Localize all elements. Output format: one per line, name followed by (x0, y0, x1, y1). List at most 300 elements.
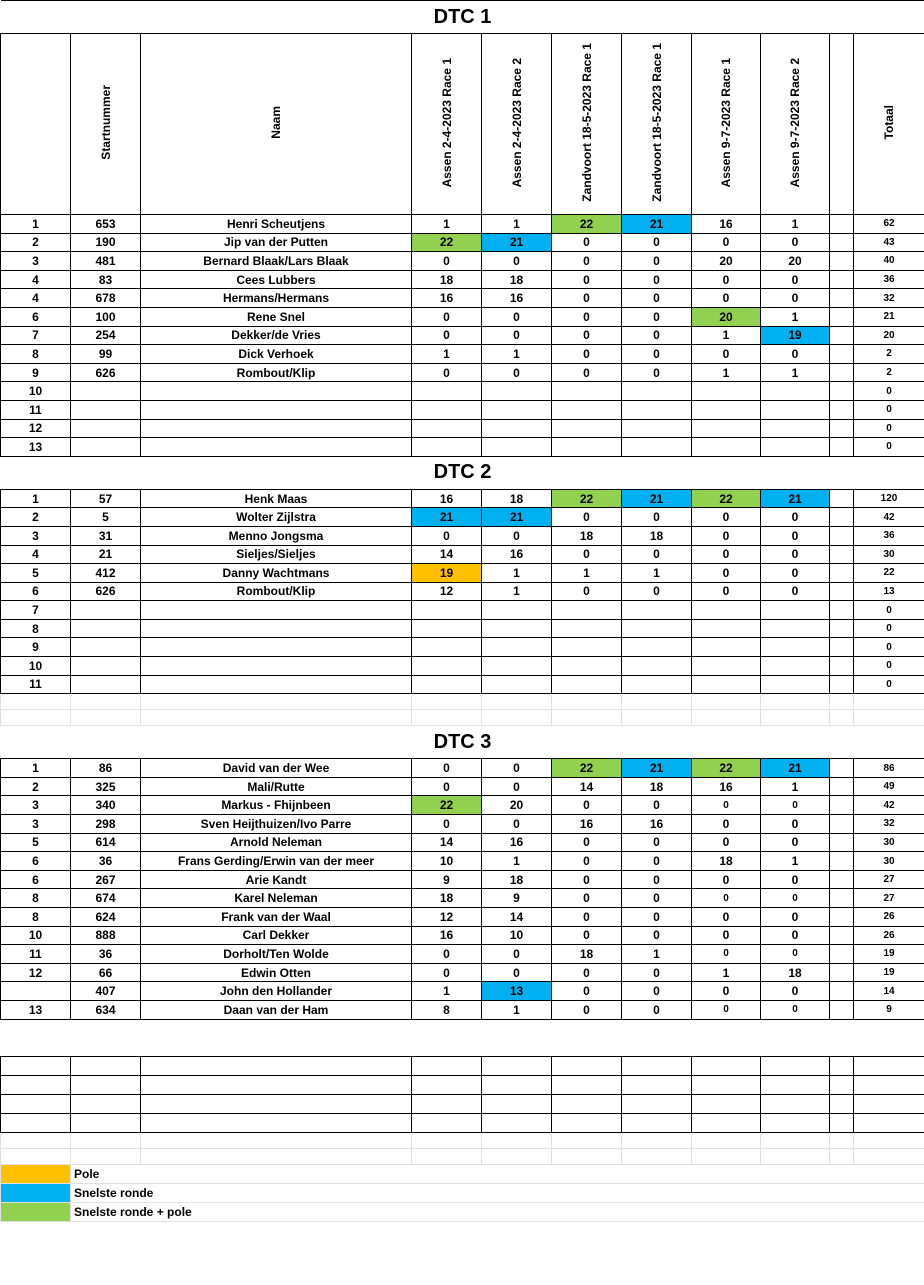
race-cell: 16 (412, 489, 482, 508)
empty-row (1, 1113, 924, 1132)
race-cell: 0 (412, 307, 482, 326)
race-cell: 0 (761, 545, 830, 564)
race-cell: 0 (622, 252, 692, 271)
position-cell: 8 (1, 619, 71, 638)
startnummer-cell: 626 (71, 582, 141, 601)
standings-row (1, 215, 924, 234)
name-cell: Karel Neleman (141, 889, 412, 908)
name-cell: Frank van der Waal (141, 908, 412, 927)
startnummer-cell: 888 (71, 926, 141, 945)
race-cell: 18 (482, 870, 552, 889)
standings-row (1, 363, 924, 382)
column-header-row (1, 34, 924, 215)
spacer-row (1, 1148, 924, 1164)
position-cell: 5 (1, 833, 71, 852)
race-cell: 12 (412, 908, 482, 927)
spacer-cell (830, 400, 854, 419)
race-cell (482, 419, 552, 438)
legend-label-snelste-ronde-pole: Snelste ronde + pole (71, 1202, 924, 1221)
race-cell: 0 (692, 833, 761, 852)
name-cell: Dekker/de Vries (141, 326, 412, 345)
section-title-row (1, 456, 924, 489)
position-cell: 7 (1, 326, 71, 345)
race-cell: 1 (761, 852, 830, 871)
startnummer-cell (71, 400, 141, 419)
total-cell: 22 (854, 564, 924, 583)
race-cell: 0 (761, 982, 830, 1001)
naam-header: Naam (141, 34, 412, 215)
race-cell: 1 (692, 326, 761, 345)
race-cell: 0 (622, 233, 692, 252)
race-header: Zandvoort 18-5-2023 Race 1 (622, 34, 692, 215)
race-cell (622, 657, 692, 676)
race-cell: 14 (412, 545, 482, 564)
total-cell: 13 (854, 582, 924, 601)
startnummer-cell: 36 (71, 945, 141, 964)
race-cell: 21 (482, 508, 552, 527)
name-cell: Sieljes/Sieljes (141, 545, 412, 564)
race-cell (412, 400, 482, 419)
standings-row (1, 545, 924, 564)
startnummer-cell: 653 (71, 215, 141, 234)
race-header: Assen 2-4-2023 Race 2 (482, 34, 552, 215)
spacer-cell (830, 508, 854, 527)
position-cell: 6 (1, 852, 71, 871)
race-cell: 0 (692, 889, 761, 908)
race-cell: 0 (552, 982, 622, 1001)
standings-row (1, 619, 924, 638)
total-cell: 2 (854, 363, 924, 382)
race-cell: 0 (692, 908, 761, 927)
name-cell (141, 675, 412, 694)
position-cell: 4 (1, 545, 71, 564)
spacer-cell (830, 252, 854, 271)
race-cell: 16 (412, 926, 482, 945)
name-cell: Rombout/Klip (141, 363, 412, 382)
race-cell: 18 (622, 777, 692, 796)
race-cell: 21 (761, 489, 830, 508)
race-cell: 0 (692, 982, 761, 1001)
name-cell: Rene Snel (141, 307, 412, 326)
race-cell: 14 (412, 833, 482, 852)
total-cell: 0 (854, 638, 924, 657)
race-cell: 16 (692, 215, 761, 234)
race-cell: 0 (482, 526, 552, 545)
race-cell: 1 (482, 564, 552, 583)
race-cell: 0 (552, 908, 622, 927)
startnummer-cell: 634 (71, 1000, 141, 1019)
total-cell: 49 (854, 777, 924, 796)
race-cell (482, 400, 552, 419)
spacer-cell (830, 489, 854, 508)
race-cell: 0 (692, 926, 761, 945)
name-cell: Jip van der Putten (141, 233, 412, 252)
race-cell: 0 (552, 1000, 622, 1019)
position-cell: 11 (1, 945, 71, 964)
standings-row (1, 582, 924, 601)
total-cell: 9 (854, 1000, 924, 1019)
total-cell: 27 (854, 889, 924, 908)
legend-row-pole (1, 1164, 924, 1183)
race-cell: 0 (622, 508, 692, 527)
race-cell (552, 601, 622, 620)
race-cell (692, 601, 761, 620)
race-cell (552, 382, 622, 401)
position-cell: 11 (1, 675, 71, 694)
name-cell: Bernard Blaak/Lars Blaak (141, 252, 412, 271)
standings-row (1, 870, 924, 889)
race-cell: 0 (761, 1000, 830, 1019)
race-cell: 1 (482, 1000, 552, 1019)
position-cell: 5 (1, 564, 71, 583)
position-cell: 11 (1, 400, 71, 419)
race-cell (622, 438, 692, 457)
race-cell (761, 619, 830, 638)
race-cell: 1 (412, 215, 482, 234)
race-cell (622, 400, 692, 419)
race-cell (761, 419, 830, 438)
name-cell (141, 400, 412, 419)
startnummer-cell: 407 (71, 982, 141, 1001)
race-cell (552, 657, 622, 676)
legend-swatch-pole (1, 1164, 71, 1183)
total-cell: 30 (854, 852, 924, 871)
race-cell (412, 438, 482, 457)
spacer-cell (830, 982, 854, 1001)
position-cell: 6 (1, 582, 71, 601)
race-cell: 14 (552, 777, 622, 796)
race-cell: 0 (482, 945, 552, 964)
total-cell: 62 (854, 215, 924, 234)
race-cell: 18 (692, 852, 761, 871)
name-cell: Sven Heijthuizen/Ivo Parre (141, 815, 412, 834)
position-cell: 2 (1, 233, 71, 252)
position-cell: 7 (1, 601, 71, 620)
spacer-cell (830, 215, 854, 234)
race-cell: 0 (761, 270, 830, 289)
race-cell (692, 638, 761, 657)
startnummer-cell: 100 (71, 307, 141, 326)
standings-row (1, 382, 924, 401)
startnummer-cell: 254 (71, 326, 141, 345)
spacer-cell (830, 759, 854, 778)
race-header: Assen 2-4-2023 Race 1 (412, 34, 482, 215)
startnummer-header: Startnummer (71, 34, 141, 215)
race-cell: 10 (412, 852, 482, 871)
race-cell (482, 382, 552, 401)
race-cell (552, 438, 622, 457)
spacer-cell (830, 419, 854, 438)
race-cell (412, 419, 482, 438)
position-cell: 9 (1, 363, 71, 382)
race-cell: 0 (552, 233, 622, 252)
race-cell: 0 (692, 345, 761, 364)
spacer-cell (830, 345, 854, 364)
race-header: Assen 9-7-2023 Race 2 (761, 34, 830, 215)
race-header: Zandvoort 18-5-2023 Race 1 (552, 34, 622, 215)
race-cell: 1 (482, 215, 552, 234)
race-cell: 0 (412, 526, 482, 545)
spacer-cell (830, 796, 854, 815)
position-cell: 8 (1, 908, 71, 927)
spacer-row (1, 1132, 924, 1148)
position-cell: 8 (1, 345, 71, 364)
race-cell: 0 (761, 945, 830, 964)
race-cell: 1 (761, 307, 830, 326)
race-cell: 0 (622, 908, 692, 927)
standings-row (1, 982, 924, 1001)
race-cell: 0 (482, 759, 552, 778)
position-cell: 6 (1, 870, 71, 889)
race-cell: 0 (622, 833, 692, 852)
startnummer-cell (71, 601, 141, 620)
race-cell: 18 (482, 270, 552, 289)
name-cell: Arie Kandt (141, 870, 412, 889)
startnummer-cell: 66 (71, 963, 141, 982)
name-cell (141, 638, 412, 657)
total-cell: 14 (854, 982, 924, 1001)
total-cell: 0 (854, 601, 924, 620)
empty-row (1, 1094, 924, 1113)
position-header (1, 34, 71, 215)
race-cell: 22 (692, 489, 761, 508)
startnummer-cell: 5 (71, 508, 141, 527)
race-cell: 0 (692, 564, 761, 583)
race-cell: 0 (552, 270, 622, 289)
race-cell: 0 (692, 526, 761, 545)
race-cell: 20 (692, 252, 761, 271)
standings-row (1, 945, 924, 964)
standings-row (1, 889, 924, 908)
legend-row-snelste-ronde-pole (1, 1202, 924, 1221)
race-cell (412, 601, 482, 620)
race-cell (692, 675, 761, 694)
name-cell: Henk Maas (141, 489, 412, 508)
race-cell: 0 (761, 815, 830, 834)
total-cell: 0 (854, 400, 924, 419)
race-cell: 16 (482, 545, 552, 564)
race-cell: 0 (552, 963, 622, 982)
total-cell: 43 (854, 233, 924, 252)
race-cell: 0 (761, 908, 830, 927)
spacer-cell (830, 889, 854, 908)
spacer-header (830, 34, 854, 215)
name-cell: Carl Dekker (141, 926, 412, 945)
race-cell: 1 (622, 564, 692, 583)
race-cell: 18 (761, 963, 830, 982)
total-cell: 40 (854, 252, 924, 271)
race-cell: 0 (761, 564, 830, 583)
empty-row (1, 1056, 924, 1075)
startnummer-cell: 674 (71, 889, 141, 908)
spacer-cell (830, 382, 854, 401)
position-cell: 13 (1, 438, 71, 457)
standings-row (1, 419, 924, 438)
race-cell: 0 (622, 582, 692, 601)
startnummer-cell (71, 638, 141, 657)
race-cell (482, 619, 552, 638)
position-cell: 1 (1, 489, 71, 508)
spacer-cell (830, 963, 854, 982)
race-cell: 18 (552, 945, 622, 964)
race-cell: 0 (412, 963, 482, 982)
legend-label-pole: Pole (71, 1164, 924, 1183)
race-cell (412, 657, 482, 676)
spacer-cell (830, 289, 854, 308)
empty-row (1, 1075, 924, 1094)
race-cell: 0 (622, 889, 692, 908)
name-cell (141, 382, 412, 401)
race-cell: 0 (622, 345, 692, 364)
race-cell: 0 (412, 777, 482, 796)
spacer-cell (830, 582, 854, 601)
race-cell: 0 (412, 252, 482, 271)
total-cell: 0 (854, 675, 924, 694)
total-cell: 42 (854, 508, 924, 527)
name-cell: Edwin Otten (141, 963, 412, 982)
race-cell: 0 (482, 307, 552, 326)
race-cell: 0 (412, 363, 482, 382)
name-cell: Henri Scheutjens (141, 215, 412, 234)
standings-row (1, 233, 924, 252)
race-cell: 0 (552, 796, 622, 815)
race-cell: 0 (622, 307, 692, 326)
total-cell: 2 (854, 345, 924, 364)
race-cell: 0 (622, 926, 692, 945)
race-cell: 0 (482, 326, 552, 345)
race-cell: 13 (482, 982, 552, 1001)
race-cell: 21 (412, 508, 482, 527)
race-cell: 22 (412, 796, 482, 815)
race-cell: 1 (761, 215, 830, 234)
race-cell: 8 (412, 1000, 482, 1019)
spacer-cell (830, 307, 854, 326)
total-cell: 0 (854, 619, 924, 638)
race-cell: 0 (622, 545, 692, 564)
spacer-cell (830, 833, 854, 852)
race-cell: 12 (412, 582, 482, 601)
race-cell: 0 (552, 307, 622, 326)
position-cell (1, 982, 71, 1001)
legend-label-snelste-ronde: Snelste ronde (71, 1183, 924, 1202)
race-cell: 1 (412, 982, 482, 1001)
race-cell: 0 (482, 252, 552, 271)
standings-row (1, 1000, 924, 1019)
race-cell (482, 638, 552, 657)
race-cell: 0 (761, 889, 830, 908)
startnummer-cell (71, 438, 141, 457)
race-cell: 1 (622, 945, 692, 964)
startnummer-cell: 86 (71, 759, 141, 778)
name-cell: Frans Gerding/Erwin van der meer (141, 852, 412, 871)
spacer-cell (830, 619, 854, 638)
legend-swatch-snelste-ronde (1, 1183, 71, 1202)
race-cell: 0 (622, 326, 692, 345)
spacer-cell (830, 270, 854, 289)
name-cell: Rombout/Klip (141, 582, 412, 601)
race-cell: 0 (622, 270, 692, 289)
race-cell: 16 (412, 289, 482, 308)
name-cell: Cees Lubbers (141, 270, 412, 289)
total-cell: 0 (854, 382, 924, 401)
blank-row (1, 1019, 924, 1056)
startnummer-cell: 340 (71, 796, 141, 815)
race-cell: 0 (552, 289, 622, 308)
spacer-cell (830, 908, 854, 927)
position-cell: 3 (1, 252, 71, 271)
race-cell: 0 (622, 1000, 692, 1019)
total-cell: 27 (854, 870, 924, 889)
race-cell: 0 (622, 796, 692, 815)
name-cell: Markus - Fhijnbeen (141, 796, 412, 815)
startnummer-cell (71, 382, 141, 401)
race-cell: 16 (622, 815, 692, 834)
race-cell: 0 (761, 233, 830, 252)
race-cell (482, 438, 552, 457)
standings-row (1, 638, 924, 657)
startnummer-cell: 325 (71, 777, 141, 796)
race-cell: 9 (482, 889, 552, 908)
race-cell (692, 438, 761, 457)
race-cell: 0 (552, 889, 622, 908)
race-cell: 18 (482, 489, 552, 508)
race-cell: 18 (412, 889, 482, 908)
spacer-row (1, 710, 924, 726)
name-cell: Arnold Neleman (141, 833, 412, 852)
spacer-cell (830, 601, 854, 620)
standings-row (1, 777, 924, 796)
section-title-row (1, 1, 924, 34)
race-cell (552, 619, 622, 638)
race-cell: 0 (622, 363, 692, 382)
race-cell: 0 (761, 870, 830, 889)
race-cell (692, 657, 761, 676)
startnummer-cell: 83 (71, 270, 141, 289)
standings-row (1, 657, 924, 676)
name-cell (141, 438, 412, 457)
race-cell: 0 (482, 963, 552, 982)
race-cell: 20 (761, 252, 830, 271)
spacer-cell (830, 815, 854, 834)
startnummer-cell: 678 (71, 289, 141, 308)
race-cell: 1 (482, 852, 552, 871)
position-cell: 3 (1, 815, 71, 834)
name-cell: Hermans/Hermans (141, 289, 412, 308)
race-cell: 0 (692, 289, 761, 308)
race-cell: 1 (552, 564, 622, 583)
spacer-cell (830, 638, 854, 657)
spacer-cell (830, 363, 854, 382)
spacer-cell (830, 870, 854, 889)
race-cell: 16 (482, 289, 552, 308)
race-cell (622, 619, 692, 638)
section-rows (1, 215, 924, 457)
race-cell (412, 638, 482, 657)
race-cell: 16 (552, 815, 622, 834)
race-cell: 0 (761, 345, 830, 364)
total-cell: 26 (854, 908, 924, 927)
spacer-cell (830, 657, 854, 676)
race-cell: 22 (552, 759, 622, 778)
name-cell (141, 419, 412, 438)
race-cell: 21 (622, 759, 692, 778)
race-cell: 0 (552, 582, 622, 601)
race-cell: 0 (761, 833, 830, 852)
startnummer-cell: 626 (71, 363, 141, 382)
spacer-cell (830, 945, 854, 964)
race-cell: 18 (552, 526, 622, 545)
race-cell: 1 (482, 345, 552, 364)
